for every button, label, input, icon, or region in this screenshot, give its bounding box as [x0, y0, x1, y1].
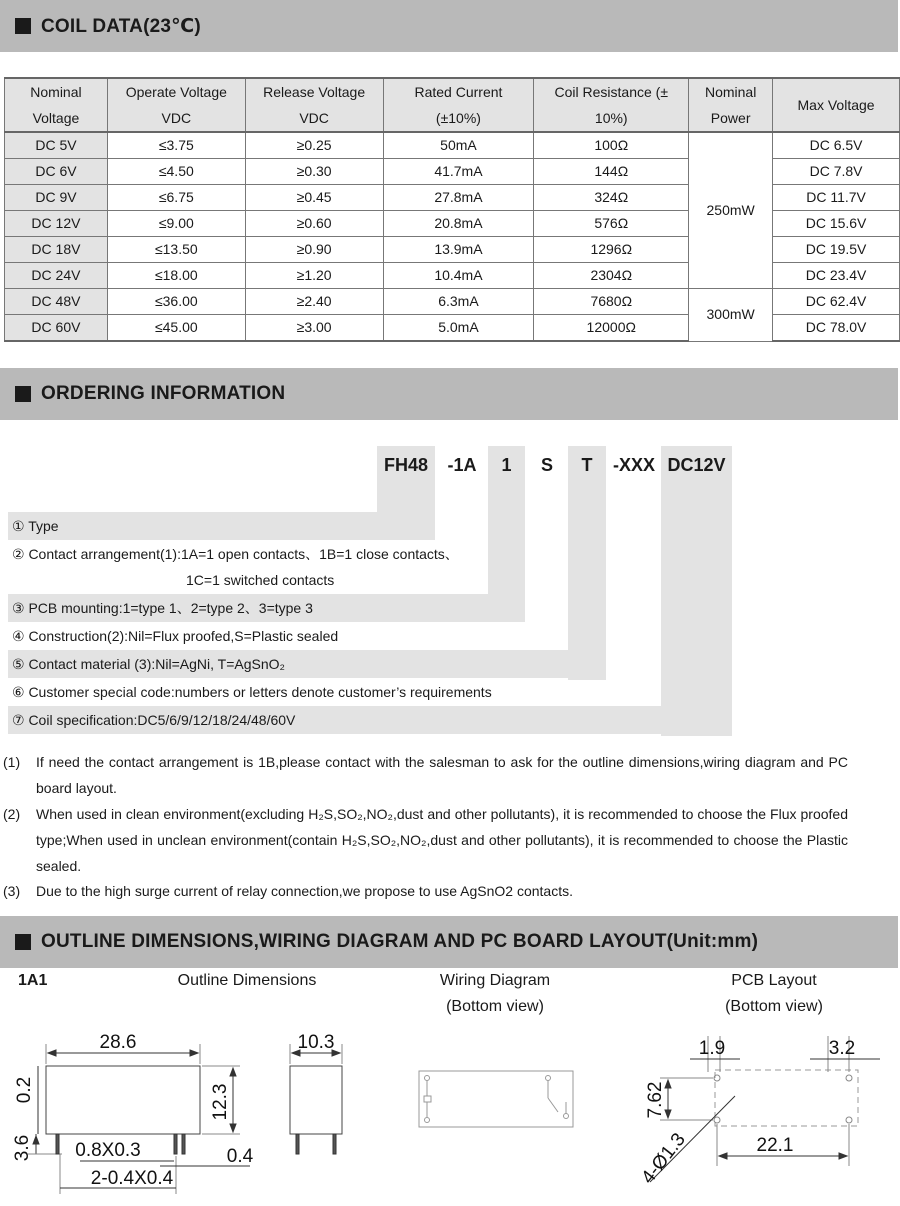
header-operate-voltage: Operate Voltage VDC — [107, 78, 245, 132]
svg-text:28.6: 28.6 — [99, 1032, 137, 1053]
coil-data-table — [4, 77, 900, 342]
wiring-diagram — [419, 1071, 573, 1127]
header-coil-resistance: Coil Resistance (± 10%) — [534, 78, 689, 132]
outline-title: Outline Dimensions — [177, 972, 317, 989]
cell-rated-current: 50mA — [383, 132, 534, 159]
svg-text:0.2: 0.2 — [14, 1076, 35, 1104]
square-bullet-icon — [15, 386, 31, 402]
note-1: (1) If need the contact arrangement is 1B,please contact with the salesman to ask for the outline dimensions,wiring diagram and PC board layout. — [3, 754, 848, 796]
code-coil: DC12V — [661, 446, 732, 484]
ordering-section-header — [0, 368, 898, 420]
cell-release-voltage: ≥0.30 — [245, 159, 383, 185]
svg-text:3.6: 3.6 — [12, 1134, 33, 1162]
cell-nominal-power: 250mW — [689, 132, 773, 289]
cell-coil-resistance: 7680Ω — [534, 289, 689, 315]
cell-release-voltage: ≥3.00 — [245, 315, 383, 342]
note-2: (2) When used in clean environment(excluding H₂S,SO₂,NO₂,dust and other pollutants), it is recommended to choose the Flux proofed type;When used in unclean environment(contain H₂S,SO₂,NO₂,dust and other pollutants), it is recommended to choose the Plastic sealed. — [3, 806, 848, 874]
wiring-title: Wiring Diagram — [439, 972, 551, 989]
cell-coil-resistance: 576Ω — [534, 211, 689, 237]
cell-nominal-voltage: DC 48V — [5, 289, 108, 315]
table-row — [5, 289, 900, 315]
cell-operate-voltage: ≤45.00 — [107, 315, 245, 342]
svg-text:22.1: 22.1 — [756, 1135, 794, 1156]
pcb-title: PCB Layout — [731, 972, 817, 989]
cell-rated-current: 6.3mA — [383, 289, 534, 315]
cell-coil-resistance: 100Ω — [534, 132, 689, 159]
cell-operate-voltage: ≤6.75 — [107, 185, 245, 211]
cell-rated-current: 5.0mA — [383, 315, 534, 342]
outline-side-view — [290, 1032, 342, 1154]
cell-coil-resistance: 1296Ω — [534, 237, 689, 263]
cell-rated-current: 13.9mA — [383, 237, 534, 263]
svg-text:7.62: 7.62 — [645, 1081, 666, 1119]
section-title: OUTLINE DIMENSIONS,WIRING DIAGRAM AND PC BOARD LAYOUT(Unit:mm) — [41, 931, 759, 952]
cell-rated-current: 41.7mA — [383, 159, 534, 185]
ordering-item-material: ⑤ Contact material (3):Nil=AgNi, T=AgSnO₂ — [8, 650, 606, 678]
cell-nominal-voltage: DC 9V — [5, 185, 108, 211]
outline-section-header — [0, 916, 898, 968]
svg-text:0.4: 0.4 — [226, 1146, 254, 1167]
header-rated-current: Rated Current (±10%) — [383, 78, 534, 132]
cell-max-voltage: DC 19.5V — [773, 237, 900, 263]
cell-operate-voltage: ≤13.50 — [107, 237, 245, 263]
cell-operate-voltage: ≤18.00 — [107, 263, 245, 289]
cell-nominal-voltage: DC 24V — [5, 263, 108, 289]
cell-coil-resistance: 12000Ω — [534, 315, 689, 342]
svg-text:1.9: 1.9 — [698, 1038, 726, 1059]
svg-text:2-0.4X0.4: 2-0.4X0.4 — [90, 1168, 174, 1189]
code-contact: -1A — [447, 455, 477, 475]
cell-max-voltage: DC 23.4V — [773, 263, 900, 289]
cell-nominal-power: 300mW — [689, 289, 773, 342]
outline-front-view — [12, 1032, 254, 1194]
cell-operate-voltage: ≤36.00 — [107, 289, 245, 315]
cell-max-voltage: DC 7.8V — [773, 159, 900, 185]
table-row — [5, 132, 900, 159]
header-nominal-power: Nominal Power — [689, 78, 773, 132]
cell-coil-resistance: 144Ω — [534, 159, 689, 185]
cell-max-voltage: DC 11.7V — [773, 185, 900, 211]
cell-release-voltage: ≥2.40 — [245, 289, 383, 315]
code-series: FH48 — [377, 446, 435, 484]
svg-text:4-Ø1.3: 4-Ø1.3 — [637, 1129, 690, 1188]
cell-operate-voltage: ≤9.00 — [107, 211, 245, 237]
ordering-item-pcb: ③ PCB mounting:1=type 1、2=type 2、3=type 3 — [8, 594, 525, 622]
square-bullet-icon — [15, 934, 31, 950]
cell-release-voltage: ≥0.90 — [245, 237, 383, 263]
cell-nominal-voltage: DC 18V — [5, 237, 108, 263]
cell-rated-current: 10.4mA — [383, 263, 534, 289]
cell-nominal-voltage: DC 5V — [5, 132, 108, 159]
cell-max-voltage: DC 78.0V — [773, 315, 900, 342]
cell-max-voltage: DC 15.6V — [773, 211, 900, 237]
svg-text:10.3: 10.3 — [297, 1032, 335, 1053]
outline-drawings — [0, 1016, 900, 1206]
cell-coil-resistance: 2304Ω — [534, 263, 689, 289]
code-customer: -XXX — [612, 455, 655, 475]
cell-release-voltage: ≥1.20 — [245, 263, 383, 289]
ordering-item-construction: ④ Construction(2):Nil=Flux proofed,S=Plastic sealed — [12, 628, 339, 644]
ordering-item-contact: ② Contact arrangement(1):1A=1 open contacts、1B=1 close contacts、 — [12, 546, 459, 562]
ordering-item-type: ① Type — [8, 512, 435, 540]
code-pcb: 1 — [488, 446, 525, 484]
svg-text:3.2: 3.2 — [828, 1038, 856, 1059]
cell-rated-current: 27.8mA — [383, 185, 534, 211]
code-material: T — [568, 446, 606, 484]
cell-max-voltage: DC 62.4V — [773, 289, 900, 315]
svg-text:12.3: 12.3 — [210, 1083, 231, 1121]
section-title: COIL DATA(23℃) — [41, 15, 201, 37]
table-header-row — [5, 78, 900, 132]
header-nominal-voltage: Nominal Voltage — [5, 78, 108, 132]
cell-release-voltage: ≥0.60 — [245, 211, 383, 237]
coil-data-section-header — [0, 0, 898, 52]
svg-text:0.8X0.3: 0.8X0.3 — [75, 1140, 141, 1161]
cell-nominal-voltage: DC 12V — [5, 211, 108, 237]
pcb-subtitle: (Bottom view) — [725, 998, 823, 1015]
connector-bar — [661, 446, 732, 736]
ordering-item-customer: ⑥ Customer special code:numbers or letters denote customer’s requirements — [12, 684, 492, 700]
cell-operate-voltage: ≤4.50 — [107, 159, 245, 185]
code-construction: S — [540, 455, 553, 475]
note-3: (3) Due to the high surge current of relay connection,we propose to use AgSnO2 contacts. — [3, 883, 573, 899]
ordering-item-contact-cont: 1C=1 switched contacts — [186, 572, 335, 588]
header-release-voltage: Release Voltage VDC — [245, 78, 383, 132]
cell-coil-resistance: 324Ω — [534, 185, 689, 211]
wiring-subtitle: (Bottom view) — [446, 998, 544, 1015]
model-label: 1A1 — [18, 972, 48, 989]
ordering-item-coil: ⑦ Coil specification:DC5/6/9/12/18/24/48/60V — [8, 706, 732, 734]
cell-rated-current: 20.8mA — [383, 211, 534, 237]
cell-release-voltage: ≥0.45 — [245, 185, 383, 211]
cell-max-voltage: DC 6.5V — [773, 132, 900, 159]
header-max-voltage: Max Voltage — [773, 78, 900, 132]
cell-release-voltage: ≥0.25 — [245, 132, 383, 159]
cell-nominal-voltage: DC 60V — [5, 315, 108, 342]
cell-nominal-voltage: DC 6V — [5, 159, 108, 185]
square-bullet-icon — [15, 18, 31, 34]
pcb-layout — [638, 1036, 880, 1188]
cell-operate-voltage: ≤3.75 — [107, 132, 245, 159]
section-title: ORDERING INFORMATION — [41, 383, 286, 404]
